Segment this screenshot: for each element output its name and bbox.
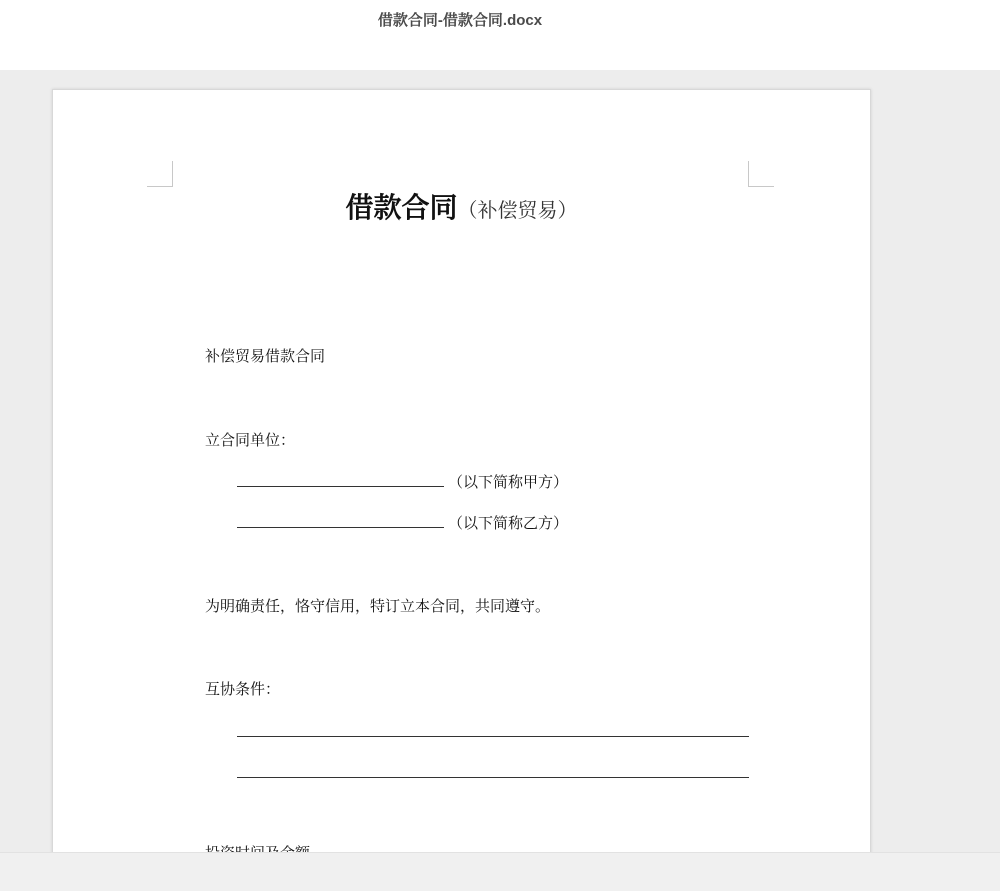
party-a-line bbox=[237, 470, 568, 492]
party-b-suffix: （以下简称乙方） bbox=[448, 514, 569, 532]
party-b-blank bbox=[237, 511, 444, 528]
document-viewer[interactable] bbox=[0, 70, 1000, 852]
title-bar bbox=[0, 0, 1000, 70]
contract-heading: 补偿贸易借款合同 bbox=[205, 347, 326, 365]
margin-corner-top-left bbox=[147, 161, 173, 187]
document-page bbox=[52, 89, 871, 871]
document-title-sub: （补偿贸易） bbox=[457, 198, 578, 222]
terms-blank-line-2 bbox=[237, 777, 749, 778]
terms-label: 互协条件： bbox=[205, 680, 281, 698]
intro-paragraph: 为明确责任，恪守信用，特订立本合同，共同遵守。 bbox=[205, 597, 551, 615]
party-a-blank bbox=[237, 470, 444, 487]
window-title: 借款合同-借款合同.docx bbox=[377, 12, 543, 29]
document-title-main: 借款合同 bbox=[345, 191, 458, 224]
margin-corner-top-right bbox=[748, 161, 774, 187]
document-title bbox=[53, 186, 870, 226]
terms-blank-line-1 bbox=[237, 736, 749, 737]
status-bar bbox=[0, 852, 1000, 891]
parties-label: 立合同单位： bbox=[205, 431, 296, 449]
party-b-line bbox=[237, 511, 568, 533]
party-a-suffix: （以下简称甲方） bbox=[448, 473, 569, 491]
